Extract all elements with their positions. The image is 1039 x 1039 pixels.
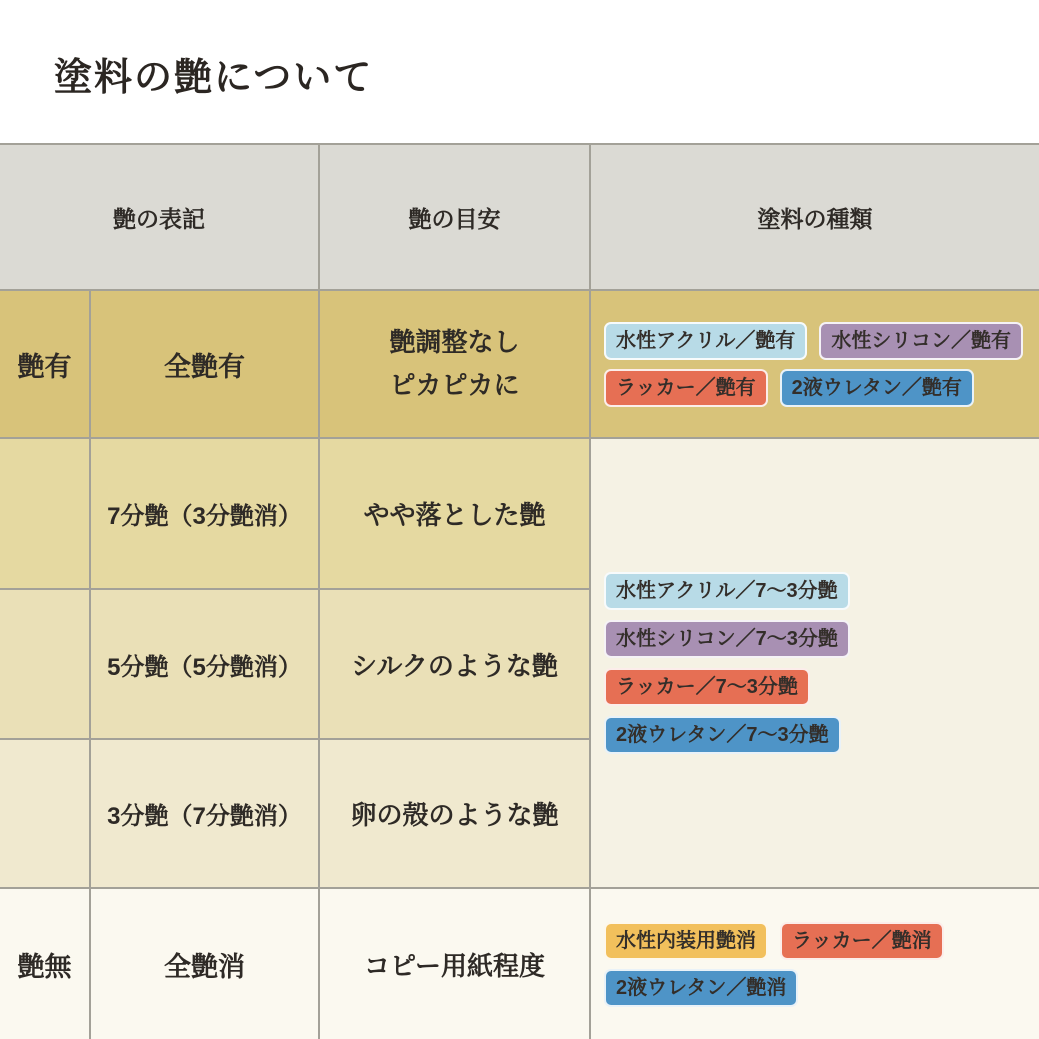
paint-badge: ラッカー／7〜3分艶: [604, 668, 810, 706]
row-gloss-guide-line2: ピカピカに: [389, 370, 520, 400]
row-matte-notation: 全艶消: [91, 889, 318, 1039]
paint-badge: 水性内装用艶消: [604, 922, 768, 960]
row-7bu-notation: 7分艶（3分艶消）: [91, 439, 318, 588]
paint-badge: 水性シリコン／艶有: [819, 322, 1023, 360]
paint-badge: 2液ウレタン／7〜3分艶: [604, 716, 841, 754]
paint-badge: 水性アクリル／7〜3分艶: [604, 572, 850, 610]
row-gloss-notation: 全艶有: [91, 291, 318, 437]
row-gloss-guide-line1: 艶調整なし: [389, 327, 520, 358]
paint-badge: 2液ウレタン／艶消: [604, 969, 798, 1007]
paint-badge: 水性シリコン／7〜3分艶: [604, 620, 850, 658]
row-5bu-category-spacer: [0, 590, 89, 738]
header-gloss-guide: 艶の目安: [320, 145, 589, 289]
mid-paint-badges: [591, 439, 1039, 887]
row-3bu-notation: 3分艶（7分艶消）: [91, 740, 318, 887]
header-paint-types: 塗料の種類: [591, 145, 1039, 289]
paint-badge: ラッカー／艶有: [604, 369, 768, 407]
row-gloss-guide: [320, 291, 589, 437]
row-matte-category-label: 艶無: [0, 889, 89, 1039]
paint-badge: 2液ウレタン／艶有: [780, 369, 974, 407]
page-title: 塗料の艶について: [54, 57, 374, 99]
row-7bu-category-spacer: [0, 439, 89, 588]
row-gloss-category-label: 艶有: [0, 291, 89, 437]
row-5bu-notation: 5分艶（5分艶消）: [91, 590, 318, 738]
paint-badge: ラッカー／艶消: [780, 922, 944, 960]
row-matte-paint-badges: [591, 889, 1039, 1039]
row-3bu-category-spacer: [0, 740, 89, 887]
header-gloss-notation: 艶の表記: [0, 145, 318, 289]
row-3bu-guide: 卵の殻のような艶: [320, 740, 589, 887]
gloss-table: [0, 143, 1039, 1039]
paint-badge: 水性アクリル／艶有: [604, 322, 807, 360]
row-matte-guide: コピー用紙程度: [320, 889, 589, 1039]
row-5bu-guide: シルクのような艶: [320, 590, 589, 738]
row-gloss-paint-badges: [591, 291, 1039, 437]
row-7bu-guide: やや落とした艶: [320, 439, 589, 588]
